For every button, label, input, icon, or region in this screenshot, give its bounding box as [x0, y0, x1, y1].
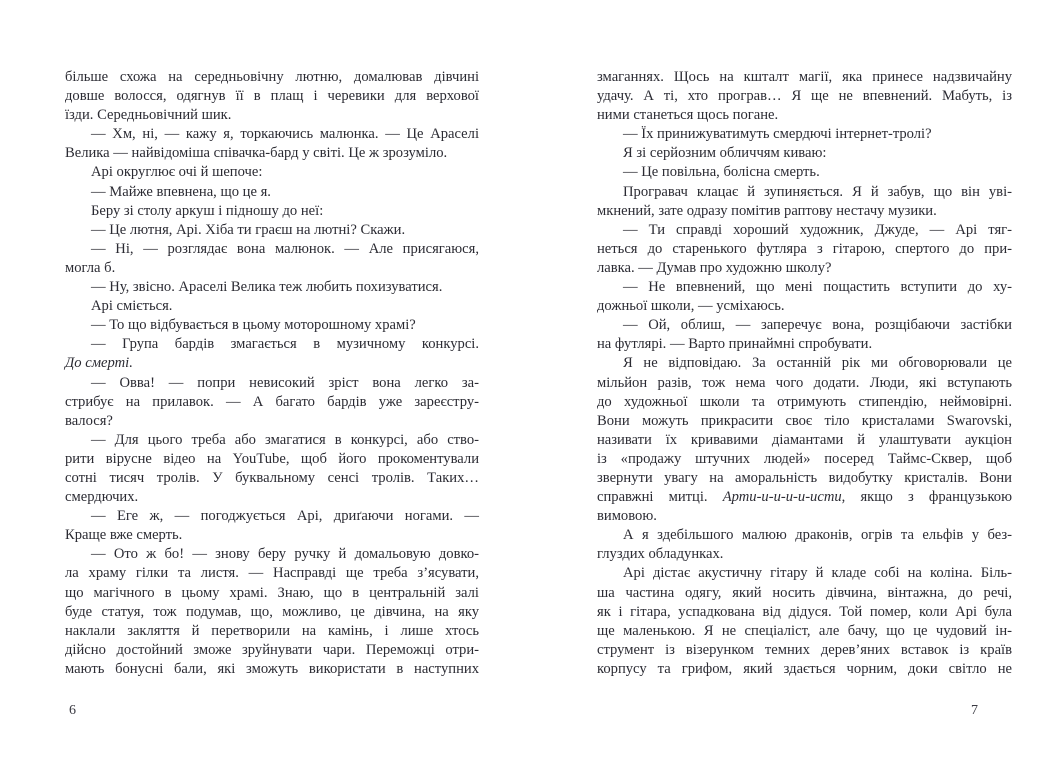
text-line: справжні митці. Арти-и-и-и-и-исти, якщо з французькою: [597, 489, 1012, 506]
text-line: ша частина одягу, який носить дівчина, вінтажна, до речі,: [597, 584, 1012, 601]
text-line: мільйон разів, тож нема чого додати. Люди, які вступають: [597, 374, 1012, 391]
text-line: А я здебільшого малюю драконів, огрів та ельфів у без-: [623, 527, 1012, 544]
text-line: ла храму гілки та листя. — Насправді ще треба з’ясувати,: [65, 565, 479, 582]
text-line: ще маленькою. Я не спеціаліст, але бачу, що це чудовий ін-: [597, 622, 1012, 639]
text-line: — То що відбувається в цьому моторошному храмі?: [91, 317, 416, 334]
text-line: Арі округлює очі й шепоче:: [91, 164, 263, 181]
text-line: струмент із візерунком темних дерев’яних вставок із країв: [597, 641, 1012, 658]
text-line: Краще вже смерть.: [65, 527, 183, 544]
text-line: до художньої школи та отримують стипендію, неймовірні.: [597, 393, 1012, 410]
text-line: — Їх принижуватимуть смердючі інтернет-тролі?: [623, 126, 932, 143]
text-line: мають бонусні бали, які зможуть використати в наступних: [65, 660, 479, 677]
text-line: із «продажу штучних людей» посеред Таймс-Сквер, щоб: [597, 450, 1012, 467]
text-line: Вони можуть прикрасити своє тіло кристалами Swarovski,: [597, 412, 1012, 429]
text-line: — Ото ж бо! — знову беру ручку й домальовую довко-: [91, 546, 479, 563]
text-line: — Овва! — попри невисокий зріст вона легко за-: [91, 374, 479, 391]
text-line: Я зі серйозним обличчям киваю:: [623, 145, 827, 162]
text-line: що магічного в цьому храмі. Знаю, що в центральній залі: [65, 584, 479, 601]
text-line: наклали закляття й перетворили на камінь, і лише хтось: [65, 622, 479, 639]
text-line: Програвач клацає й зупиняється. Я й забув, що він уві-: [623, 183, 1012, 200]
text-line: — Ой, облиш, — заперечує вона, розщібаючи застібки: [623, 317, 1012, 334]
text-line: глуздих обладунках.: [597, 546, 724, 563]
text-line: вимовою.: [597, 508, 657, 525]
text-line: корпусу та грифом, який здається чорним, доки світло не: [597, 660, 1012, 677]
page-number-left: 6: [69, 703, 76, 718]
text-line: на футлярі. — Варто принаймні спробувати.: [597, 336, 873, 353]
text-line: Беру зі столу аркуш і підношу до неї:: [91, 202, 324, 219]
page-left: [65, 68, 479, 719]
text-line: — Майже впевнена, що це я.: [91, 183, 271, 200]
text-line: рити вірусне відео на YouTube, щоб його прокоментували: [65, 450, 479, 467]
text-line: більше схожа на середньовічну лютню, домалював дівчині: [65, 69, 479, 85]
text-line: смердючих.: [65, 489, 139, 506]
page-left-text-column: [65, 68, 479, 679]
text-line: Я не відповідаю. За останній рік ми обговорювали це: [623, 355, 1012, 372]
text-line: — Ну, звісно. Араселі Велика теж любить похизуватися.: [91, 279, 443, 296]
text-line: мкнений, зате одразу помітив раптову нестачу музики.: [597, 202, 937, 219]
text-line: довше волосся, одягнув її в плащ і черевики для верхової: [65, 88, 479, 105]
text-line: могла б.: [65, 259, 116, 276]
text-line: — Ні, — розглядає вона малюнок. — Але присягаюся,: [91, 240, 479, 257]
text-line: — Це лютня, Арі. Хіба ти граєш на лютні? Скажи.: [91, 221, 406, 238]
text-line: дожньої школи, — усміхаюсь.: [597, 298, 785, 315]
text-line: змаганнях. Щось на кшталт магії, яка принесе надзвичайну: [597, 69, 1012, 85]
page-number-right: 7: [971, 703, 978, 718]
text-line: валося?: [65, 412, 113, 429]
text-line: називати їх кривавими діамантами й улаштувати аукціон: [597, 431, 1012, 448]
text-line: ними станеться щось погане.: [597, 107, 779, 124]
text-line: як і гітара, успадкована від дідуся. Той помер, коли Арі була: [597, 603, 1012, 620]
text-line: буде статуя, тож подумав, що, можливо, це дівчина, на яку: [65, 603, 479, 620]
text-line: дійсно достойний зможе зруйнувати чари. Переможці отри-: [65, 641, 479, 658]
page-right: [597, 68, 1012, 719]
text-line: — Це повільна, болісна смерть.: [623, 164, 820, 181]
text-line: — Еге ж, — погоджується Арі, дриґаючи ногами. —: [91, 508, 479, 525]
text-line: стрибує на прилавок. — А багато бардів уже зареєстру-: [65, 393, 479, 410]
text-line: Велика — найвідоміша співачка-бард у світі. Це ж зрозуміло.: [65, 145, 448, 162]
page-right-text-column: [597, 68, 1012, 679]
text-line: Арі дістає акустичну гітару й кладе собі на коліна. Біль-: [623, 565, 1012, 582]
text-line: — Для цього треба або змагатися в конкурсі, або ство-: [91, 431, 479, 448]
text-line: неться до старенького футляра з гітарою, спертого до при-: [597, 240, 1012, 257]
text-line: — Не впевнений, що мені пощастить вступити до ху-: [623, 279, 1012, 296]
text-line: удачу. А ті, хто програв… Я ще не впевнений. Мабуть, із: [597, 88, 1012, 105]
text-line: сотні тисяч тролів. У буквальному сенсі тролів. Таких…: [65, 469, 479, 486]
text-line: — Група бардів змагається в музичному конкурсі.: [91, 336, 479, 353]
text-line: їзди. Середньовічний шик.: [65, 107, 232, 124]
text-line: лавка. — Думав про художню школу?: [597, 259, 832, 276]
text-line: — Хм, ні, — кажу я, торкаючись малюнка. — Це Араселі: [91, 126, 479, 143]
text-line: Арі сміється.: [91, 298, 173, 315]
text-line: До смерті.: [65, 355, 133, 372]
text-line: звернути увагу на аморальність видобутку кристалів. Вони: [597, 469, 1012, 486]
text-line: — Ти справді хороший художник, Джуде, — Арі тяг-: [623, 221, 1012, 238]
